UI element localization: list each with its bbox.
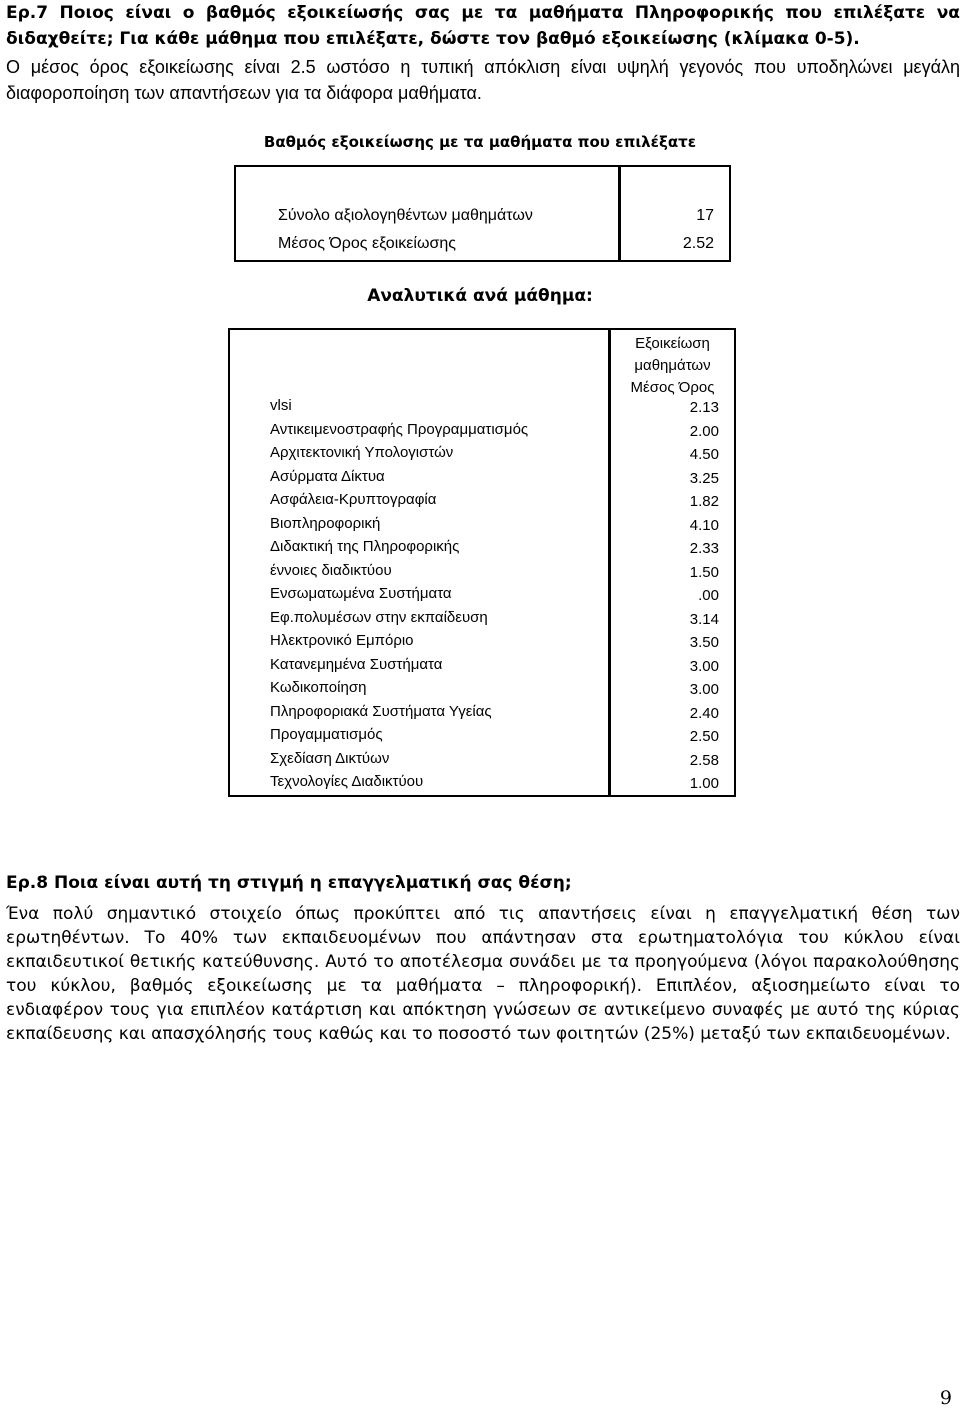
question-8-body: Ένα πολύ σημαντικό στοιχείο όπως προκύπτει από τις απαντήσεις είναι η επαγγελματική θέση των ερωτηθέντων. Το 40% των εκπαιδευομένων που απάντησαν στα ερωτηματολόγια του κύκλου είναι εκπαιδευτικοί θετικής κατεύθυνσης. Αυτό το αποτέλεσμα συνάδει με τα προηγούμενα (λόγοι παρακολούθησης του κύκλου, βαθμός εξοικείωσης με τα μαθήματα – πληροφορική). Επιπλέον, αξιοσημείωτο είναι το ενδιαφέρον τους για επιπλέον κατάρτιση και απόκτηση γνώσεων σε αντικείμενο συναφές με αυτό της κύριας εκπαίδευσης και απασχόλησής τους καθώς και το ποσοστό των φοιτητών (25%) μεταξύ των εκπαιδευομένων. <box>6 904 960 1044</box>
detail-row-value: 3.00 <box>689 681 719 698</box>
question-7-intro: Ο μέσος όρος εξοικείωσης είναι 2.5 ωστόσο η τυπική απόκλιση είναι υψηλή γεγονός που υποδηλώνει μεγάλη διαφοροποίηση των απαντήσεων για τα διάφορα μαθήματα. <box>6 57 960 103</box>
detail-row-value: 3.14 <box>689 611 719 628</box>
detail-row-label: Κωδικοποίηση <box>270 679 367 696</box>
detail-row-value: 2.40 <box>689 705 719 722</box>
question-8-heading: Ερ.8 Ποια είναι αυτή τη στιγμή η επαγγελματική σας θέση; <box>6 873 572 893</box>
summary-row-value: 2.52 <box>682 235 714 252</box>
detail-row-label: Διδακτική της Πληροφορικής <box>270 538 460 555</box>
detail-row-label: vlsi <box>270 397 292 414</box>
detail-row-label: Βιοπληροφορική <box>270 515 381 532</box>
detail-row-value: 2.50 <box>689 728 719 745</box>
detail-row-label: Πληροφοριακά Συστήματα Υγείας <box>270 703 492 720</box>
detail-table-title: Αναλυτικά ανά μάθημα: <box>367 286 593 306</box>
detail-column-header <box>609 333 736 399</box>
question-7-heading: Ερ.7 Ποιος είναι ο βαθμός εξοικείωσής σας με τα μαθήματα Πληροφορικής που επιλέξατε να διδαχθείτε; Για κάθε μάθημα που επιλέξατε, δώστε τον βαθμό εξοικείωσης (κλίμακα 0-5). <box>6 3 960 49</box>
detail-row-value: 1.00 <box>689 775 719 792</box>
detail-row-value: 1.50 <box>689 564 719 581</box>
column-header-line: Εξοικείωση <box>635 335 710 352</box>
summary-row-value: 17 <box>696 207 714 224</box>
detail-row-value: 3.25 <box>689 470 719 487</box>
detail-row-label: Κατανεμημένα Συστήματα <box>270 656 443 673</box>
detail-row-value: 1.82 <box>689 493 719 510</box>
summary-table-title: Βαθμός εξοικείωσης με τα μαθήματα που επιλέξατε <box>263 133 697 151</box>
summary-row-label: Σύνολο αξιολογηθέντων μαθημάτων <box>278 207 533 224</box>
detail-row-value: 2.13 <box>689 399 719 416</box>
detail-row-value: 2.33 <box>689 540 719 557</box>
column-header-line: Μέσος Όρος <box>630 379 715 396</box>
detail-row-label: Ασφάλεια-Κρυπτογραφία <box>270 491 437 508</box>
detail-row-label: Ηλεκτρονικό Εμπόριο <box>270 632 414 649</box>
detail-row-label: Προγαμματισμός <box>270 726 383 743</box>
detail-row-value: 3.50 <box>689 634 719 651</box>
detail-row-label: Ενσωματωμένα Συστήματα <box>270 585 452 602</box>
column-header-line: μαθημάτων <box>634 357 711 374</box>
summary-row-label: Μέσος Όρος εξοικείωσης <box>278 235 456 252</box>
detail-row-label: Σχεδίαση Δικτύων <box>270 750 390 767</box>
detail-row-label: Αντικειμενοστραφής Προγραμματισμός <box>270 421 529 438</box>
page-number: 9 <box>939 1387 952 1409</box>
detail-row-value: 4.50 <box>689 446 719 463</box>
detail-row-value: 3.00 <box>689 658 719 675</box>
detail-row-label: Αρχιτεκτονική Υπολογιστών <box>270 444 454 461</box>
detail-row-label: Εφ.πολυμέσων στην εκπαίδευση <box>270 609 488 626</box>
detail-row-value: 2.00 <box>689 423 719 440</box>
detail-row-value: 2.58 <box>689 752 719 769</box>
detail-row-label: Ασύρματα Δίκτυα <box>270 468 385 485</box>
detail-row-label: Τεχνολογίες Διαδικτύου <box>270 773 424 790</box>
detail-row-label: έννοιες διαδικτύου <box>270 562 392 579</box>
detail-row-value: .00 <box>698 587 719 604</box>
detail-row-value: 4.10 <box>689 517 719 534</box>
